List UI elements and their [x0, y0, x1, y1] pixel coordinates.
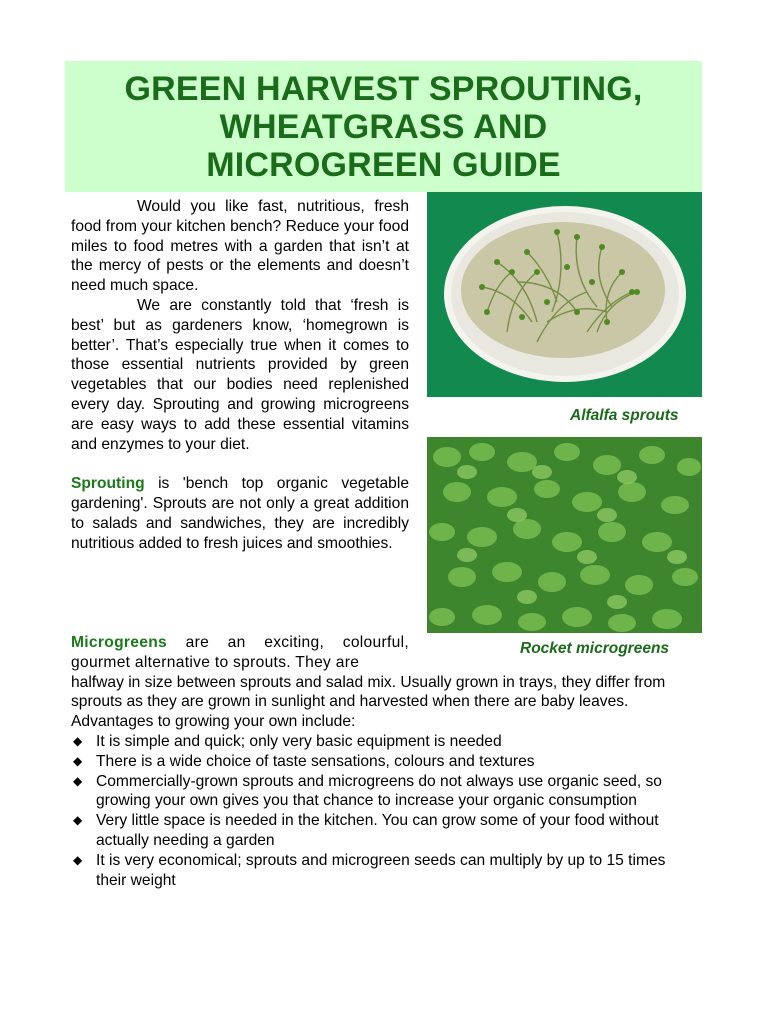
- diamond-bullet-icon: ◆: [73, 852, 83, 867]
- rocket-microgreens-image: [427, 437, 702, 633]
- microgreens-text-start: are an exciting, colourful, gourmet alternative to sprouts. They are: [71, 634, 409, 671]
- sprouting-term: Sprouting: [71, 475, 145, 493]
- list-item: ◆ Very little space is needed in the kitchen. You can grow some of your food without actually needing a garden: [73, 812, 659, 849]
- advantages-heading: Advantages to growing your own include:: [71, 713, 356, 731]
- microgreens-paragraph-rest: halfway in size between sprouts and salad mix. Usually grown in trays, they differ from sprouts as they are grown in sunlight and harvested when there are baby leaves.: [71, 673, 666, 711]
- microgreens-paragraph-start: [71, 633, 409, 673]
- diamond-bullet-icon: ◆: [73, 753, 83, 768]
- intro-column: [71, 197, 409, 553]
- advantages-list: [71, 732, 691, 890]
- microgreens-term: Microgreens: [71, 634, 168, 651]
- page-title-line-3: MICROGREEN GUIDE: [206, 146, 561, 184]
- title-banner: [65, 61, 702, 192]
- intro-paragraph-2: We are constantly told that ‘fresh is best’ but as gardeners know, ‘homegrown is better’. That’s especially true when it comes to those essential nutrients provided by green vegetables that our bodies need replenished every day. Sprouting and growing microgreens are easy ways to add these essential vitamins and enzymes to your diet.: [71, 296, 409, 453]
- list-item: ◆ It is simple and quick; only very basic equipment is needed: [73, 732, 502, 750]
- alfalfa-sprouts-image: [427, 192, 702, 397]
- list-item: ◆ Commercially-grown sprouts and microgreens do not always use organic seed, so growing your own gives you that chance to increase your organic consumption: [73, 772, 662, 810]
- alfalfa-caption: Alfalfa sprouts: [570, 407, 679, 424]
- intro-paragraph-1: Would you like fast, nutritious, fresh food from your kitchen bench? Reduce your food miles to food metres with a garden that isn’t at the mercy of pests or the elements and doesn’t need much space.: [71, 198, 409, 295]
- page-title-line-1: GREEN HARVEST SPROUTING,: [124, 70, 643, 108]
- diamond-bullet-icon: ◆: [73, 773, 83, 788]
- diamond-bullet-icon: ◆: [73, 733, 83, 748]
- sprouting-paragraph: [71, 474, 409, 553]
- sprouting-text: is 'bench top organic vegetable gardening'. Sprouts are not only a great addition to salads and sandwiches, they are incredibly nutritious added to fresh juices and smoothies.: [71, 475, 409, 552]
- list-item: ◆ There is a wide choice of taste sensations, colours and textures: [73, 752, 535, 770]
- page-title-line-2: WHEATGRASS AND: [219, 108, 548, 146]
- rocket-caption: Rocket microgreens: [520, 640, 670, 657]
- list-item: ◆ It is very economical; sprouts and microgreen seeds can multiply by up to 15 times their weight: [73, 851, 666, 889]
- diamond-bullet-icon: ◆: [73, 813, 83, 828]
